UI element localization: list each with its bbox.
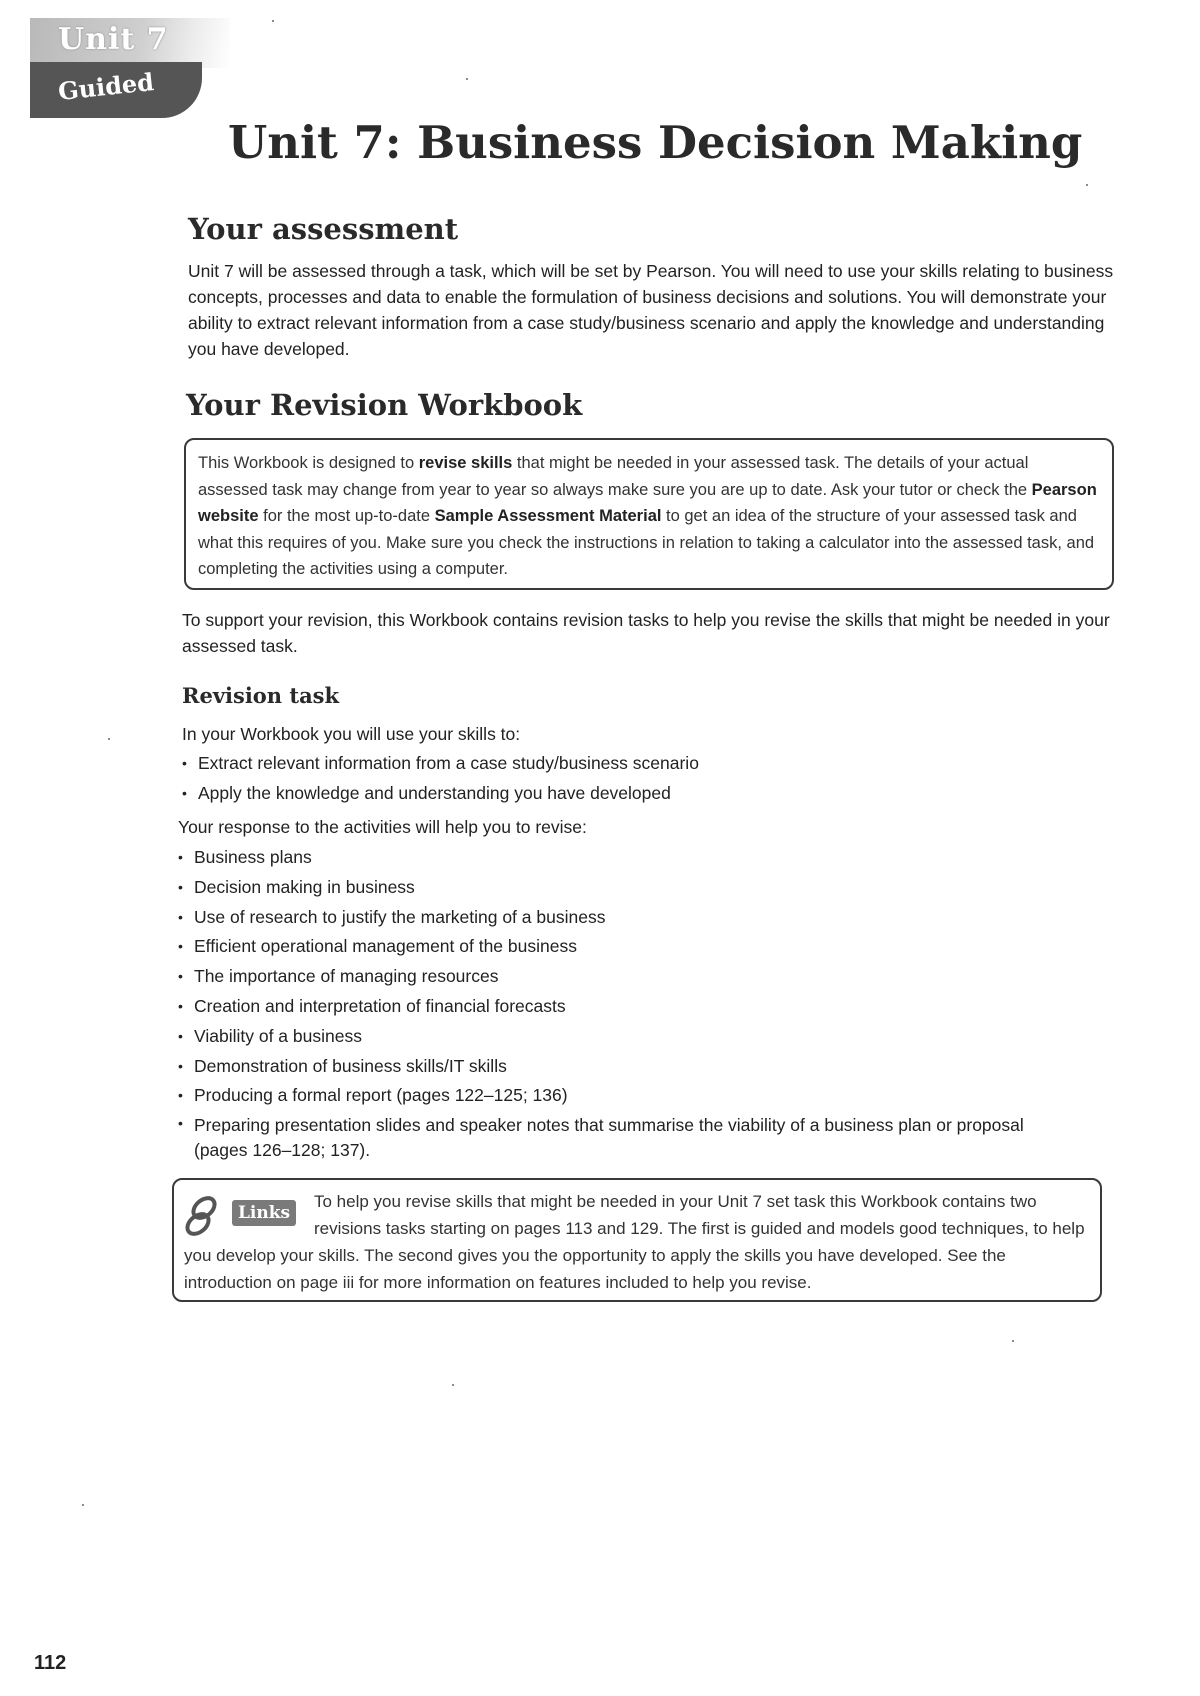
scan-speck <box>1086 184 1088 186</box>
box-text-4: to get an idea of the structure of your assessed task and what this requires of you. Make sure you check the instructions in relation to taking a calculator into the assessed task, and completing the activities using a computer. <box>198 507 1095 578</box>
page-title: Unit 7: Business Decision Making <box>228 116 1083 169</box>
revision-task-heading: Revision task <box>182 683 340 708</box>
box-text-1: This Workbook is designed to <box>198 454 419 472</box>
scan-speck <box>272 20 274 22</box>
unit-tab <box>30 18 230 68</box>
links-badge-label: Links <box>232 1200 296 1226</box>
scan-speck <box>452 1384 454 1386</box>
response-intro: Your response to the activities will help you to revise: <box>178 817 587 837</box>
scan-speck <box>82 1504 84 1506</box>
topics-list <box>176 843 1076 1163</box>
list-item: • Creation and interpretation of financial forecasts <box>176 992 1076 1022</box>
box-text-3: for the most up-to-date <box>258 507 435 525</box>
list-item: • Use of research to justify the marketing of a business <box>176 903 1076 933</box>
list-item: • Efficient operational management of the business <box>176 932 1076 962</box>
scan-speck <box>1012 1340 1014 1342</box>
scan-speck <box>466 78 468 80</box>
box-bold-revise-skills: revise skills <box>418 454 513 472</box>
chain-link-icon <box>184 1192 236 1240</box>
assessment-heading: Your assessment <box>188 212 459 246</box>
list-item: • Decision making in business <box>176 873 1076 903</box>
assessment-text: Unit 7 will be assessed through a task, which will be set by Pearson. You will need to use your skills relating to business concepts, processes and data to enable the formulation of business decisions and solutions. You will demonstrate your ability to extract relevant information from a case study/business scenario and apply the knowledge and understanding you have developed. <box>188 261 1114 359</box>
list-item: • Producing a formal report (pages 122–125; 136) <box>176 1081 1076 1111</box>
skills-list <box>180 749 1080 808</box>
list-item: • Preparing presentation slides and speaker notes that summarise the viability of a business plan or proposal (pages 126–128; 137). <box>176 1111 1076 1163</box>
links-box <box>172 1178 1102 1302</box>
unit-tab-label: Unit 7 <box>58 22 169 57</box>
list-item: • Business plans <box>176 843 1076 873</box>
box-bold-pearson-website: Pearson website <box>198 480 1097 525</box>
guided-tab-label: Guided <box>56 67 156 106</box>
links-badge <box>184 1192 304 1240</box>
links-text: To help you revise skills that might be needed in your Unit 7 set task this Workbook contains two revisions tasks starting on pages 113 and 129. The first is guided and models good techniques, to help you develop your skills. The second gives you the opportunity to apply the skills you have developed. See the introduction on page iii for more information on features included to help you revise. <box>184 1192 1085 1292</box>
support-text: To support your revision, this Workbook contains revision tasks to help you revise the skills that might be needed in your assessed task. <box>182 610 1110 656</box>
list-item: • Apply the knowledge and understanding you have developed <box>180 779 1080 809</box>
list-item: • Extract relevant information from a case study/business scenario <box>180 749 1080 779</box>
list-item: • The importance of managing resources <box>176 962 1076 992</box>
revision-task-intro: In your Workbook you will use your skills to: <box>182 724 521 744</box>
scan-speck <box>108 738 110 740</box>
guided-tab <box>30 62 202 118</box>
box-bold-sample-material: Sample Assessment Material <box>434 507 662 525</box>
workbook-info-box <box>184 438 1114 590</box>
box-text-2: that might be needed in your assessed task. The details of your actual assessed task may change from year to year so always make sure you are up to date. Ask your tutor or check the <box>198 454 1032 499</box>
list-item: • Demonstration of business skills/IT skills <box>176 1052 1076 1082</box>
workbook-heading: Your Revision Workbook <box>186 388 583 422</box>
page-number: 112 <box>34 1652 67 1674</box>
list-item: • Viability of a business <box>176 1022 1076 1052</box>
